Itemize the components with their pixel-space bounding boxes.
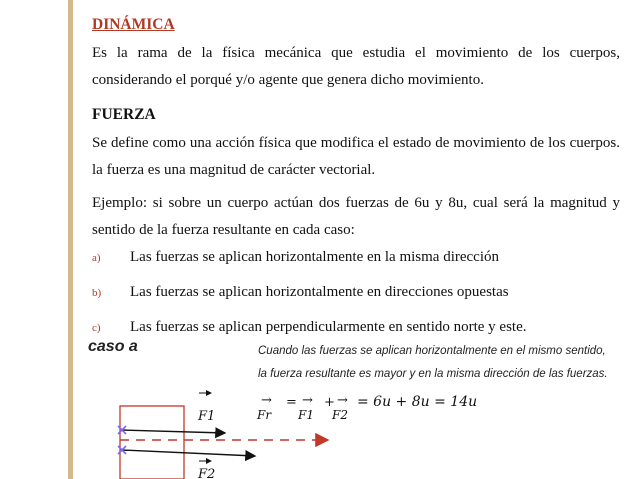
case-a-title: caso a [88,338,138,355]
paragraph-fuerza: Se define como una acción física que modifica el estado de movimiento de los cuerpos. la fuerza es una magnitud de carácter vectorial. [92,135,620,178]
eq-fr-label: Fr [257,408,272,422]
list-marker: a) [92,252,101,264]
accent-bar [68,0,73,479]
f2-label: F2 [198,467,216,479]
eq-plus: + [324,395,335,410]
eq-f1-label: F1 [298,408,314,422]
case-a-description [258,340,638,386]
eq-result: = 6u + 8u = 14u [357,394,478,410]
case-a-desc-line1: Cuando las fuerzas se aplican horizontalmente en el mismo sentido, [258,345,606,357]
list-item-text: Las fuerzas se aplican perpendicularmente en sentido norte y este. [130,319,527,335]
f1-label: F1 [198,409,216,424]
list-item [92,246,620,281]
heading-dinamica: DINÁMICA [92,16,175,33]
force-diagram [80,384,638,479]
content-column [92,8,620,351]
heading-fuerza: FUERZA [92,106,156,123]
case-a-desc-line2: la fuerza resultante es mayor y en la misma dirección de las fuerzas. [258,368,608,380]
eq-arrow-fr: → [261,393,272,408]
eq-equals-1: = [286,395,297,410]
case-list [92,246,620,351]
paragraph-ejemplo: Ejemplo: si sobre un cuerpo actúan dos fuerzas de 6u y 8u, cual será la magnitud y sentido de la fuerza resultante en cada caso: [92,195,620,238]
eq-arrow-f2: → [337,393,348,408]
list-marker: b) [92,287,102,299]
block-rect [120,406,184,479]
paragraph-dinamica: Es la rama de la física mecánica que estudia el movimiento de los cuerpos, considerando el porqué y/o agente que genera dicho movimiento. [92,45,620,88]
eq-arrow-f1: → [302,393,313,408]
list-item-text: Las fuerzas se aplican horizontalmente en direcciones opuestas [130,284,509,300]
eq-f2-label: F2 [332,408,348,422]
list-item [92,281,620,316]
f1-force-arrow [122,430,225,433]
list-marker: c) [92,322,101,334]
f2-force-arrow [122,450,255,456]
list-item-text: Las fuerzas se aplican horizontalmente en la misma dirección [130,249,500,265]
